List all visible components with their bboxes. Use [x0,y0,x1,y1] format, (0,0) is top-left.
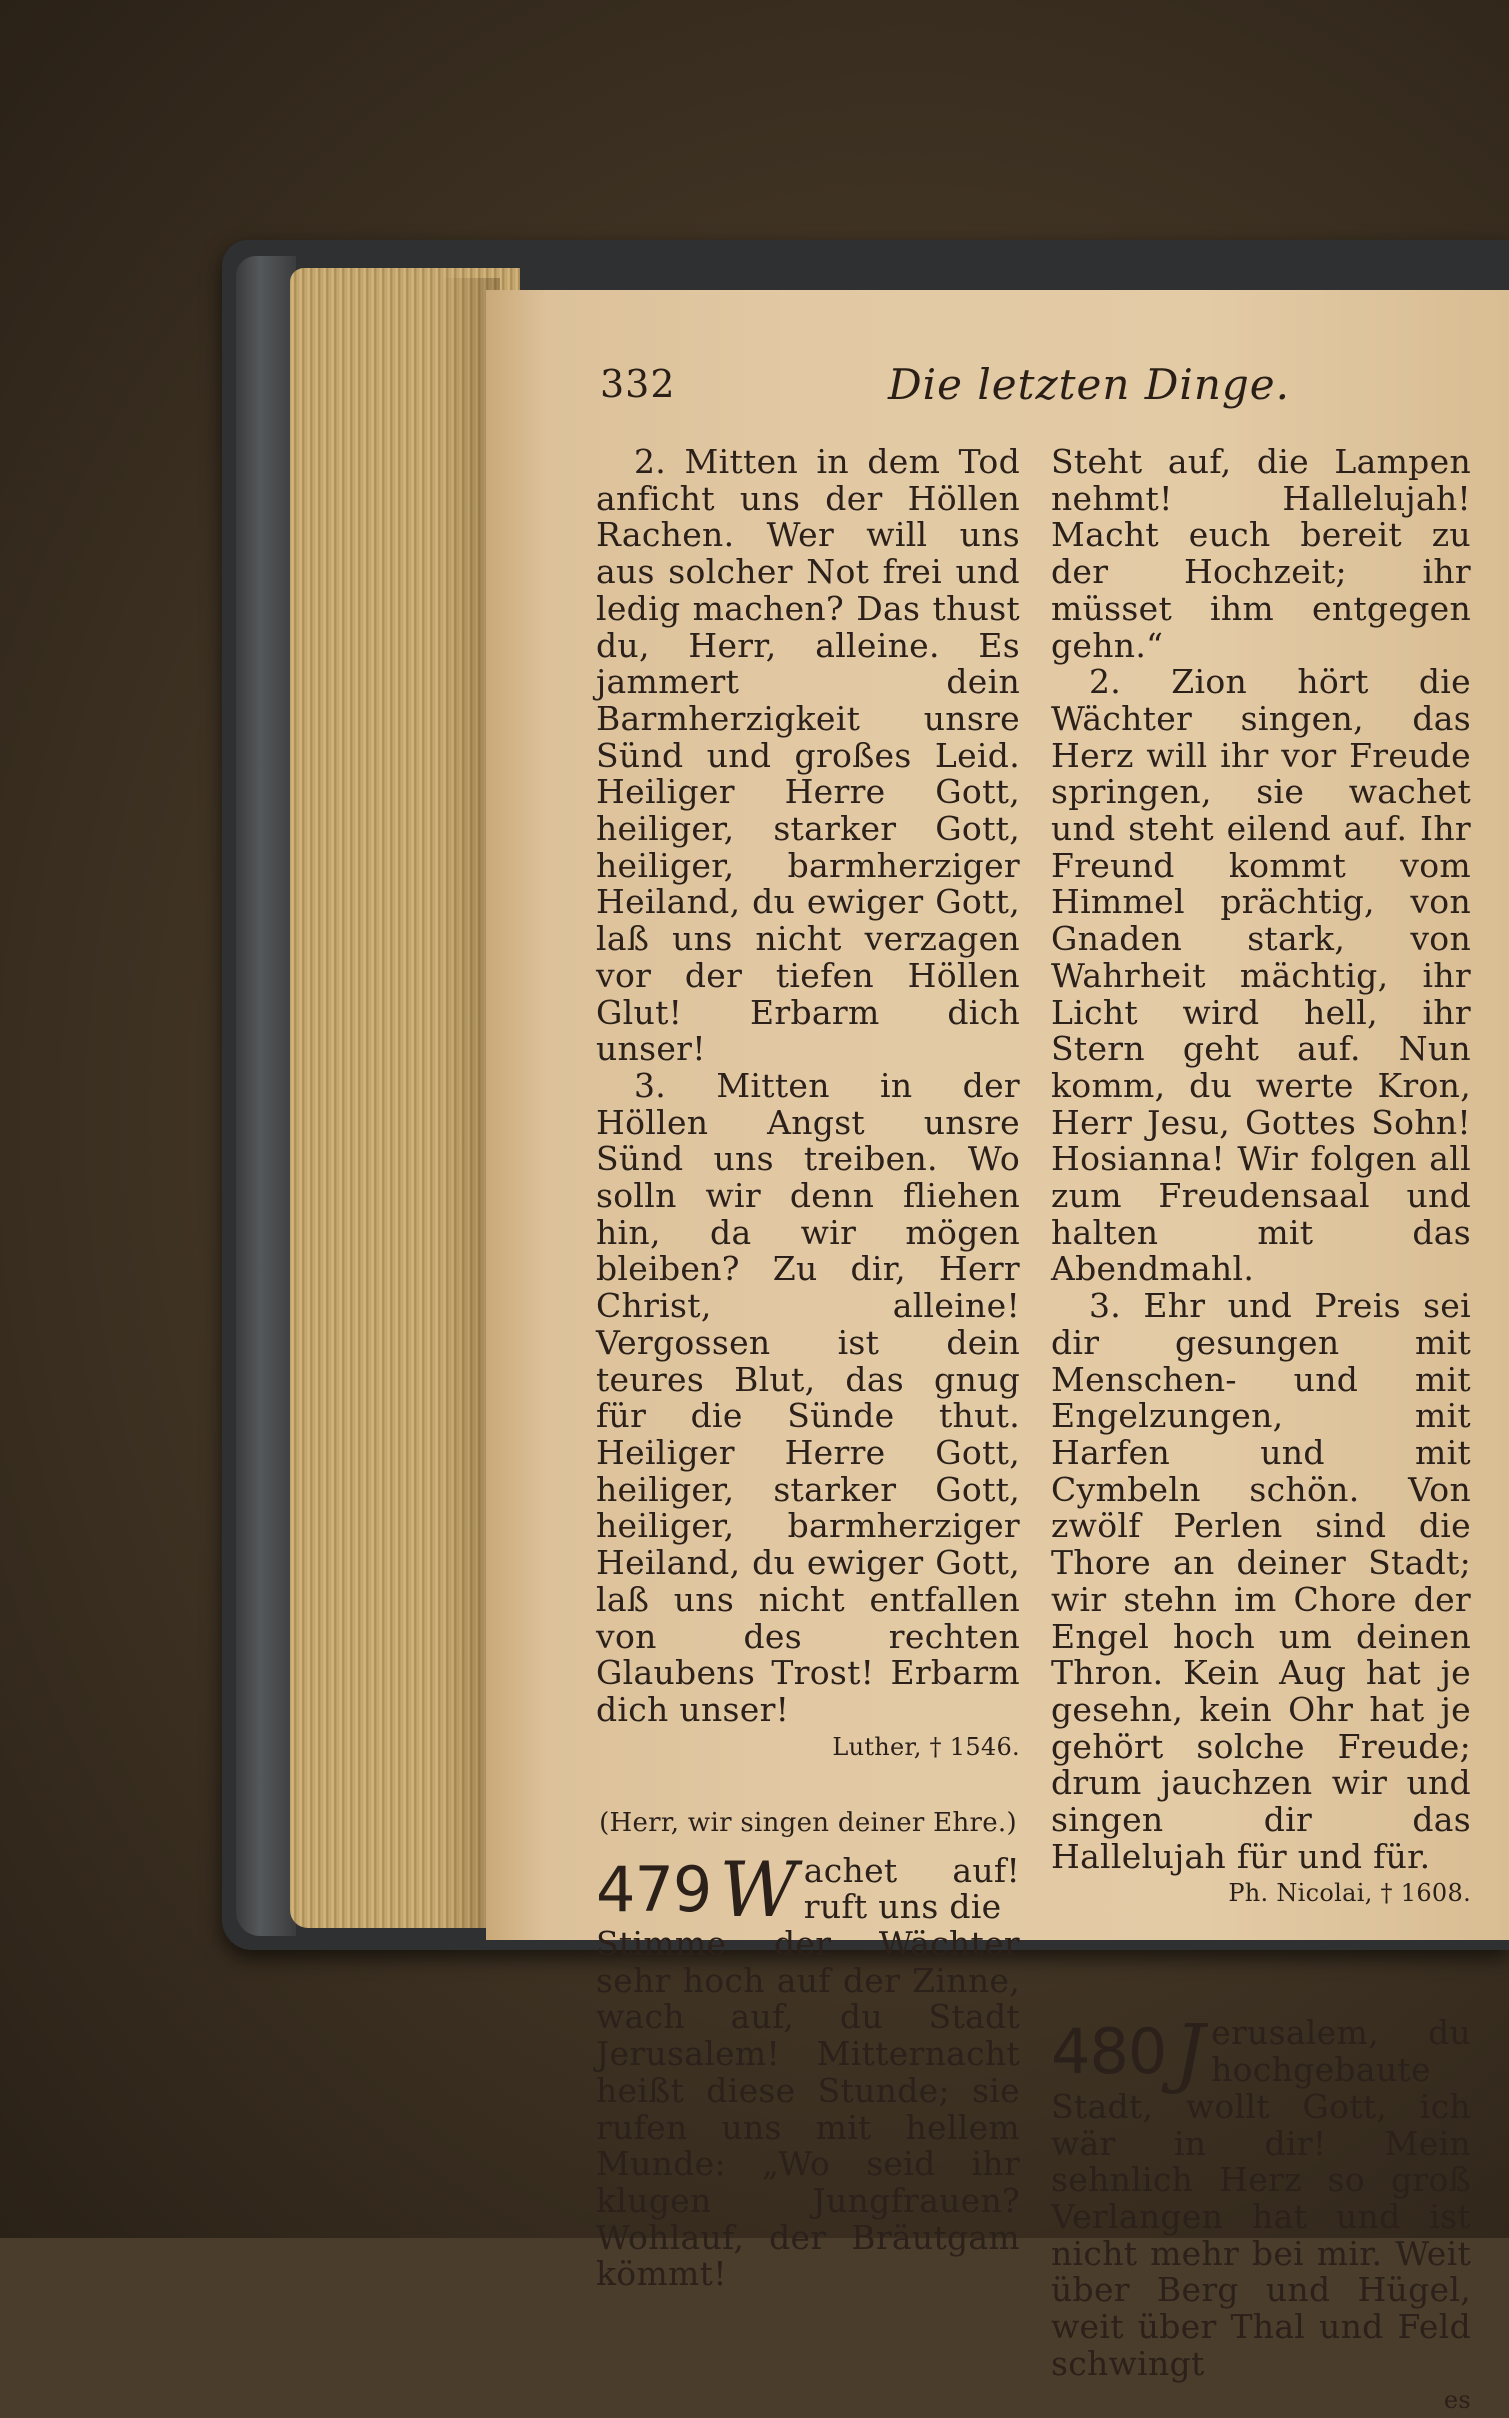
hymn-480 [1051,2007,1471,2418]
right-column [1051,444,1471,2418]
author-attribution: Ph. Nicolai, † 1608. [1228,1879,1471,1908]
page-header [600,362,1500,422]
hymn-number: 480 [1051,2015,1167,2089]
hymn-479-verse-2: 2. Zion hört die Wächter singen, das Herz will ihr vor Freude springen, sie wachet und steht eilend auf. Ihr Freund kommt vom Himmel prächtig, von Gnaden stark, von Wahrheit mächtig, ihr Licht wird hell, ihr Stern geht auf. Nun komm, du werte Kron, Herr Jesu, Gottes Sohn! Hosianna! Wir folgen all zum Freudensaal und halten mit das Abendmahl. [1051,662,1471,1289]
page-number: 332 [600,362,676,406]
author-attribution: Luther, † 1546. [832,1732,1020,1761]
book-spine-edge [236,256,296,1936]
hymn-478-verse-2: 2. Mitten in dem Tod anficht uns der Höllen Rachen. Wer will uns aus solcher Not frei und ledig machen? Das thust du, Herr, alleine. Es jammert dein Barmherzigkeit unsre Sünd und großes Leid. Heiliger Herre Gott, heiliger, starker Gott, heiliger, barmherziger Heiland, du ewiger Gott, laß uns nicht verzagen vor der tiefen Höllen Glut! Erbarm dich unser! [596,442,1020,1069]
section-spacer [1051,1911,1471,2003]
hymn-first-line: erusalem, du hochgebaute [1211,2013,1471,2090]
drop-cap: W [719,1844,798,1934]
hymn-479-verse-3: 3. Ehr und Preis sei dir gesungen mit Menschen- und mit Engelzungen, mit Harfen und mit Cymbeln schön. Von zwölf Perlen sind die Thore an deiner Stadt; wir stehn im Chore der Engel hoch um deinen Thron. Kein Aug hat je gesehn, kein Ohr hat je gehört solche Freude; drum jauchzen wir und singen dir das Hallelujah für und für. [1051,1286,1471,1876]
hymn-479 [596,1844,1020,2294]
hymn-478-verse-3: 3. Mitten in der Höllen Angst unsre Sünd uns treiben. Wo solln wir denn fliehen hin, da wir mögen bleiben? Zu dir, Herr Christ, alleine! Vergossen ist dein teures Blut, das gnug für die Sünde thut. Heiliger Herre Gott, heiliger, starker Gott, heiliger, barmherziger Heiland, du ewiger Gott, laß uns nicht entfallen von des rechten Glaubens Trost! Erbarm dich unser! [596,1065,1020,1729]
left-column [596,444,1020,2293]
running-title: Die letzten Dinge. [888,360,1290,409]
drop-cap: J [1174,2007,1206,2097]
hymn-479-continuation: Steht auf, die Lampen nehmt! Hallelujah! Macht euch bereit zu der Hochzeit; ihr müsset ihm entgegen gehn.“ [1051,442,1471,665]
hymn-479-text: Stimme der Wächter sehr hoch auf der Zinne, wach auf, du Stadt Jerusalem! Mitternacht heißt diese Stunde; sie rufen uns mit hellem Munde: „Wo seid ihr klugen Jungfrauen? Wohlauf, der Bräutgam kömmt! [596,1924,1020,2294]
tune-reference: (Herr, wir singen deiner Ehre.) [599,1807,1017,1838]
hymn-first-line: achet auf! ruft uns die [803,1850,1020,1927]
catchword: es [1443,2386,1471,2415]
hymn-480-text: Stadt, wollt Gott, ich wär in dir! Mein sehnlich Herz so groß Verlangen hat und ist nicht mehr bei mir. Weit über Berg und Hügel, weit über Thal und Feld schwingt [1051,2086,1471,2383]
hymn-number: 479 [596,1852,712,1926]
